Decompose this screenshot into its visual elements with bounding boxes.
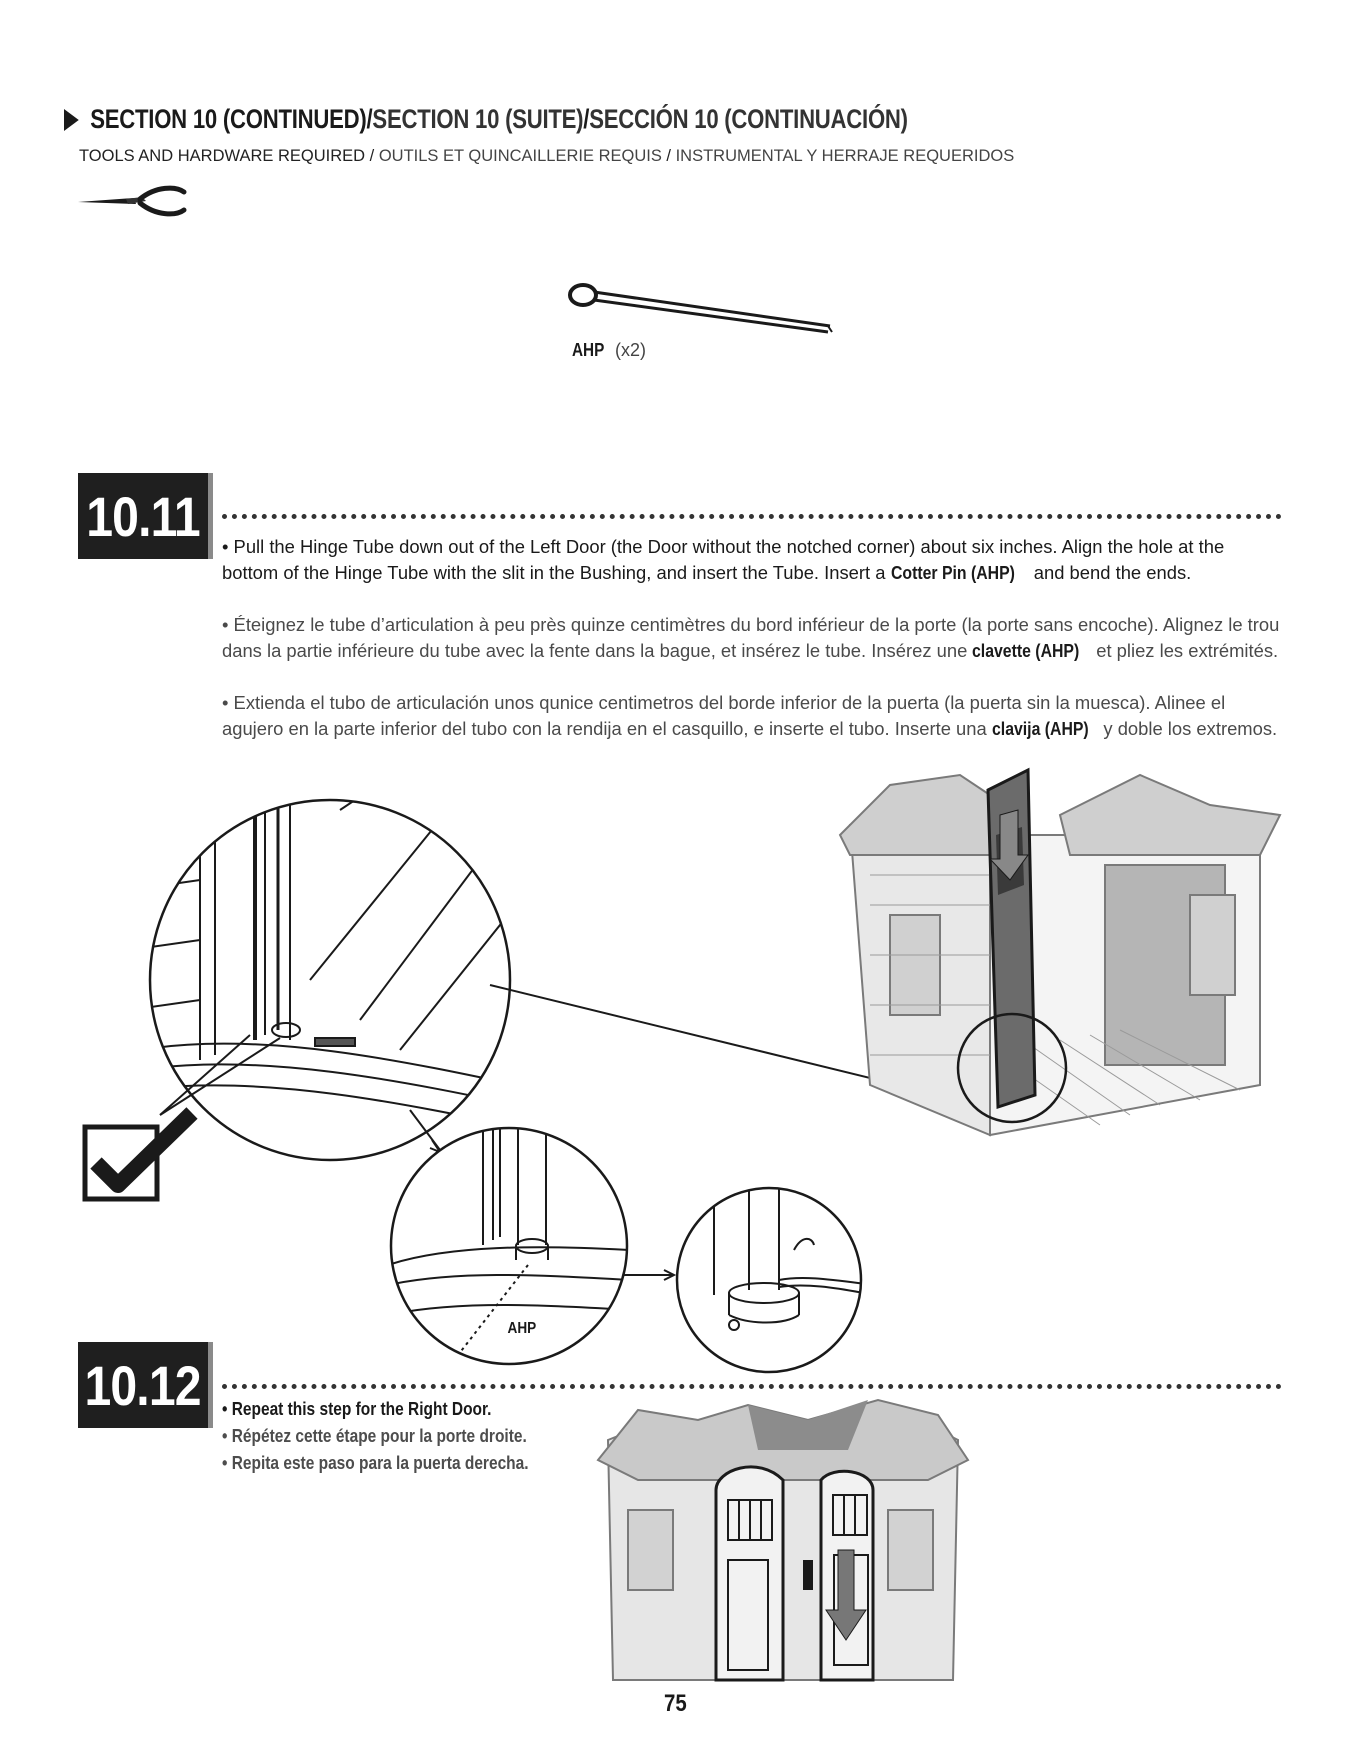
tools-en: TOOLS AND HARDWARE REQUIRED <box>79 147 366 165</box>
step-1012-text-fr: • Répétez cette étape pour la porte droite. <box>222 1426 527 1446</box>
step-divider-1012 <box>222 1384 1282 1389</box>
step-1011-text-fr: • Éteignez le tube d’articulation à peu près quinze centimètres du bord inférieur de la porte (la porte sans encoche). Alignez le trou dans la partie inférieure du tube avec la fente dans la bague, et insérez le tube. Insérez une clavette (AHP) et pliez les extrémités. <box>222 614 1280 661</box>
checkmark-box-icon <box>82 1105 202 1205</box>
section-title-es: SECCIÓN 10 (CONTINUACIÓN) <box>589 104 908 134</box>
step-number-1012: 10.12 <box>78 1342 208 1428</box>
tools-es: INSTRUMENTAL Y HERRAJE REQUERIDOS <box>675 147 1015 165</box>
hardware-code: AHP <box>572 340 605 360</box>
section-title-fr: SECTION 10 (SUITE) <box>372 104 584 134</box>
shed-illustration-left-door <box>840 755 1290 1165</box>
step-1011-text-es: • Extienda el tubo de articulación unos qunice centimetros del borde inferior de la puerta (la puerta sin la muesca). Alinee el agujero en la parte inferior del tubo con la rendija en el casquillo, e inserte el tubo. Inserte una clavija (AHP) y doble los extremos. <box>222 692 1278 739</box>
step-1012-text-es: • Repita este paso para la puerta derecha. <box>222 1453 529 1473</box>
section-title-en: SECTION 10 (CONTINUED) <box>90 104 367 134</box>
shed-illustration-right-door <box>598 1400 968 1690</box>
tools-fr: OUTILS ET QUINCAILLERIE REQUIS <box>378 147 662 165</box>
hardware-count: (x2) <box>615 340 647 360</box>
section-title: SECTION 10 (CONTINUED) / SECTION 10 (SUITE) / SECCIÓN 10 (CONTINUACIÓN) <box>64 104 908 135</box>
step-1011-text-en: • Pull the Hinge Tube down out of the Left Door (the Door without the notched corner) about six inches. Align the hole at the bottom of the Hinge Tube with the slit in the Bushing, and insert the Tube. Insert a Cotter Pin (AHP) and bend the ends. <box>222 536 1225 583</box>
tools-required-line: TOOLS AND HARDWARE REQUIRED / OUTILS ET QUINCAILLERIE REQUIS / INSTRUMENTAL Y HERRAJE REQUERIDOS <box>79 147 1015 165</box>
hinge-detail-circle-bent-pin <box>674 1185 864 1375</box>
step-1012-text <box>222 1396 578 1477</box>
diagram-ahp-label: AHP <box>507 1320 537 1337</box>
step-number-1011: 10.11 <box>78 473 208 559</box>
page-number: 75 <box>664 1690 687 1717</box>
step-1012-text-en: • Repeat this step for the Right Door. <box>222 1399 492 1419</box>
